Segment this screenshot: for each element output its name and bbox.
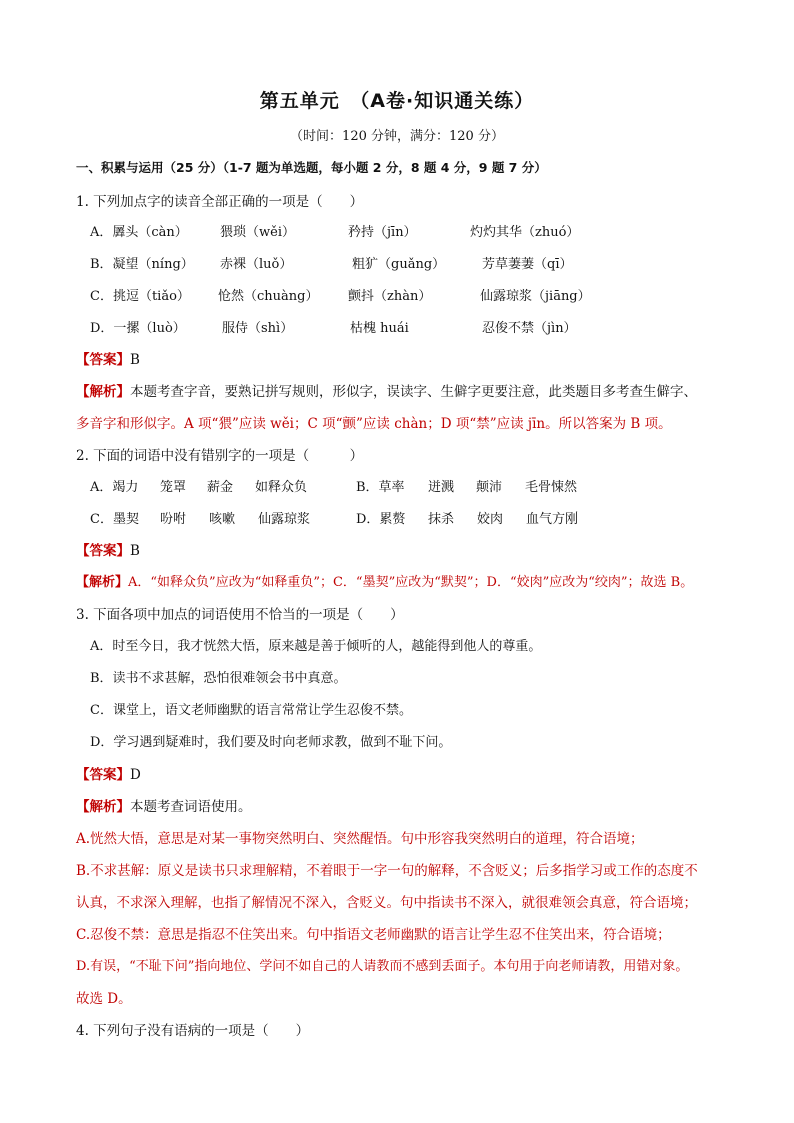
q2-option-d-2: 抹杀 [428, 512, 455, 527]
answer-value: D [130, 767, 141, 783]
q3-analysis-line-3: 认真，不求深入理解，也指了解情况不深入，含贬义。句中指读书不深入，就很难领会真意，符合语境； [76, 895, 697, 911]
question-2-stem: 2. 下面的词语中没有错别字的一项是（ ） [76, 448, 364, 464]
q3-analysis-head [76, 795, 252, 815]
q2-option-b-2: 迸溅 [428, 480, 455, 495]
q3-option-c: C．课堂上，语文老师幽默的语言常常让学生忍俊不禁。 [90, 703, 412, 718]
q2-answer [76, 539, 140, 559]
answer-value: B [130, 543, 140, 559]
q2-option-b-1: B．草率 [356, 480, 405, 495]
q2-option-a-1: A．竭力 [90, 480, 139, 495]
q1-option-b-2: 赤裸（luǒ） [220, 257, 293, 272]
exam-info: （时间：120 分钟，满分：120 分） [290, 129, 504, 144]
q2-option-a-3: 薪金 [207, 480, 234, 495]
q2-analysis [76, 571, 693, 590]
q2-option-a-4: 如释众负 [255, 480, 308, 495]
answer-value: B [130, 352, 140, 368]
q3-option-a: A．时至今日，我才恍然大悟，原来越是善于倾听的人，越能得到他人的尊重。 [90, 639, 542, 654]
q1-option-b-3: 粗犷（guǎng） [352, 257, 446, 272]
q3-analysis-line-5: D.有误，“不耻下问”指向地位、学问不如自己的人请教而不感到丢面子。本句用于向老师请教，用错对象。 [76, 959, 689, 974]
answer-tag: 【答案】 [76, 543, 130, 559]
q3-option-d: D．学习遇到疑难时，我们要及时向老师求教，做到不耻下问。 [90, 735, 452, 750]
q1-option-a-4: 灼灼其华（zhuó） [470, 225, 580, 240]
analysis-text: 本题考查词语使用。 [130, 799, 252, 815]
analysis-tag: 【解析】 [76, 384, 130, 400]
q3-option-b: B．读书不求甚解，恐怕很难领会书中真意。 [90, 671, 347, 686]
analysis-tag: 【解析】 [76, 799, 130, 815]
q1-option-d-2: 服侍（shì） [222, 321, 294, 336]
q3-analysis-line-2: B.不求甚解：原义是读书只求理解精，不着眼于一字一句的解释，不含贬义；后多指学习或工作的态度不 [76, 863, 698, 879]
q1-option-a-2: 猥琐（wěi） [220, 225, 295, 240]
q2-option-b-3: 颠沛 [476, 480, 503, 495]
q2-option-d-1: D．累赘 [356, 512, 406, 527]
q1-option-c-3: 颤抖（zhàn） [348, 289, 432, 304]
q1-analysis-line-1 [76, 380, 697, 400]
q2-option-c-3: 咳嗽 [209, 512, 236, 527]
q1-option-d-4: 忍俊不禁（jìn） [482, 321, 577, 336]
q2-option-a-2: 笼罩 [160, 480, 187, 495]
q3-analysis-line-6: 故选 D。 [76, 991, 132, 1007]
q3-answer [76, 763, 141, 783]
q1-analysis-line-2: 多音字和形似字。A 项“猥”应读 wěi；C 项“颤”应读 chàn；D 项“禁”应读 jīn。所以答案为 B 项。 [76, 416, 672, 432]
question-3-stem: 3. 下面各项中加点的词语使用不恰当的一项是（ ） [76, 607, 404, 623]
q2-option-b-4: 毛骨悚然 [525, 480, 578, 495]
q1-option-c-1: C．挑逗（tiǎo） [90, 289, 190, 304]
answer-tag: 【答案】 [76, 352, 130, 368]
q1-option-d-3: 枯槐 huái [350, 321, 409, 336]
q2-option-c-1: C．墨契 [90, 512, 139, 527]
q1-option-c-4: 仙露琼浆（jiāng） [480, 289, 591, 304]
q1-option-b-1: B．凝望（níng） [90, 257, 194, 272]
analysis-tag: 【解析】 [76, 575, 129, 590]
q3-analysis-line-4: C.忍俊不禁：意思是指忍不住笑出来。句中指语文老师幽默的语言让学生忍不住笑出来，符合语境； [76, 927, 671, 943]
q2-option-c-4: 仙露琼浆 [258, 512, 311, 527]
q1-option-d-1: D．一摞（luò） [90, 321, 186, 336]
question-1-stem: 1. 下列加点字的读音全部正确的一项是（ ） [76, 194, 364, 210]
q1-option-c-2: 怆然（chuàng） [218, 289, 319, 304]
section-heading: 一、积累与运用（25 分）（1-7 题为单选题，每小题 2 分，8 题 4 分，9 题 7 分） [76, 160, 547, 175]
q2-option-c-2: 吩咐 [160, 512, 187, 527]
q1-option-a-1: A．羼头（càn） [90, 225, 188, 240]
question-4-stem: 4. 下列句子没有语病的一项是（ ） [76, 1023, 310, 1039]
q1-answer [76, 348, 140, 368]
q1-option-a-3: 矜持（jīn） [348, 225, 417, 240]
q2-option-d-3: 姣肉 [477, 512, 504, 527]
answer-tag: 【答案】 [76, 767, 130, 783]
q3-analysis-line-1: A.恍然大悟，意思是对某一事物突然明白、突然醒悟。句中形容我突然明白的道理，符合语境； [76, 831, 644, 847]
q1-option-b-4: 芳草萋萋（qī） [482, 257, 573, 272]
page-title: 第五单元 （A卷·知识通关练） [259, 90, 535, 112]
analysis-text: A．“如释众负”应改为“如释重负”；C．“墨契”应改为“默契”；D．“姣肉”应改为“绞肉”；故选 B。 [128, 575, 694, 590]
analysis-text: 本题考查字音，要熟记拼写规则，形似字，误读字、生僻字更要注意，此类题目多考查生僻字、 [130, 384, 697, 400]
q2-option-d-4: 血气方刚 [526, 512, 579, 527]
